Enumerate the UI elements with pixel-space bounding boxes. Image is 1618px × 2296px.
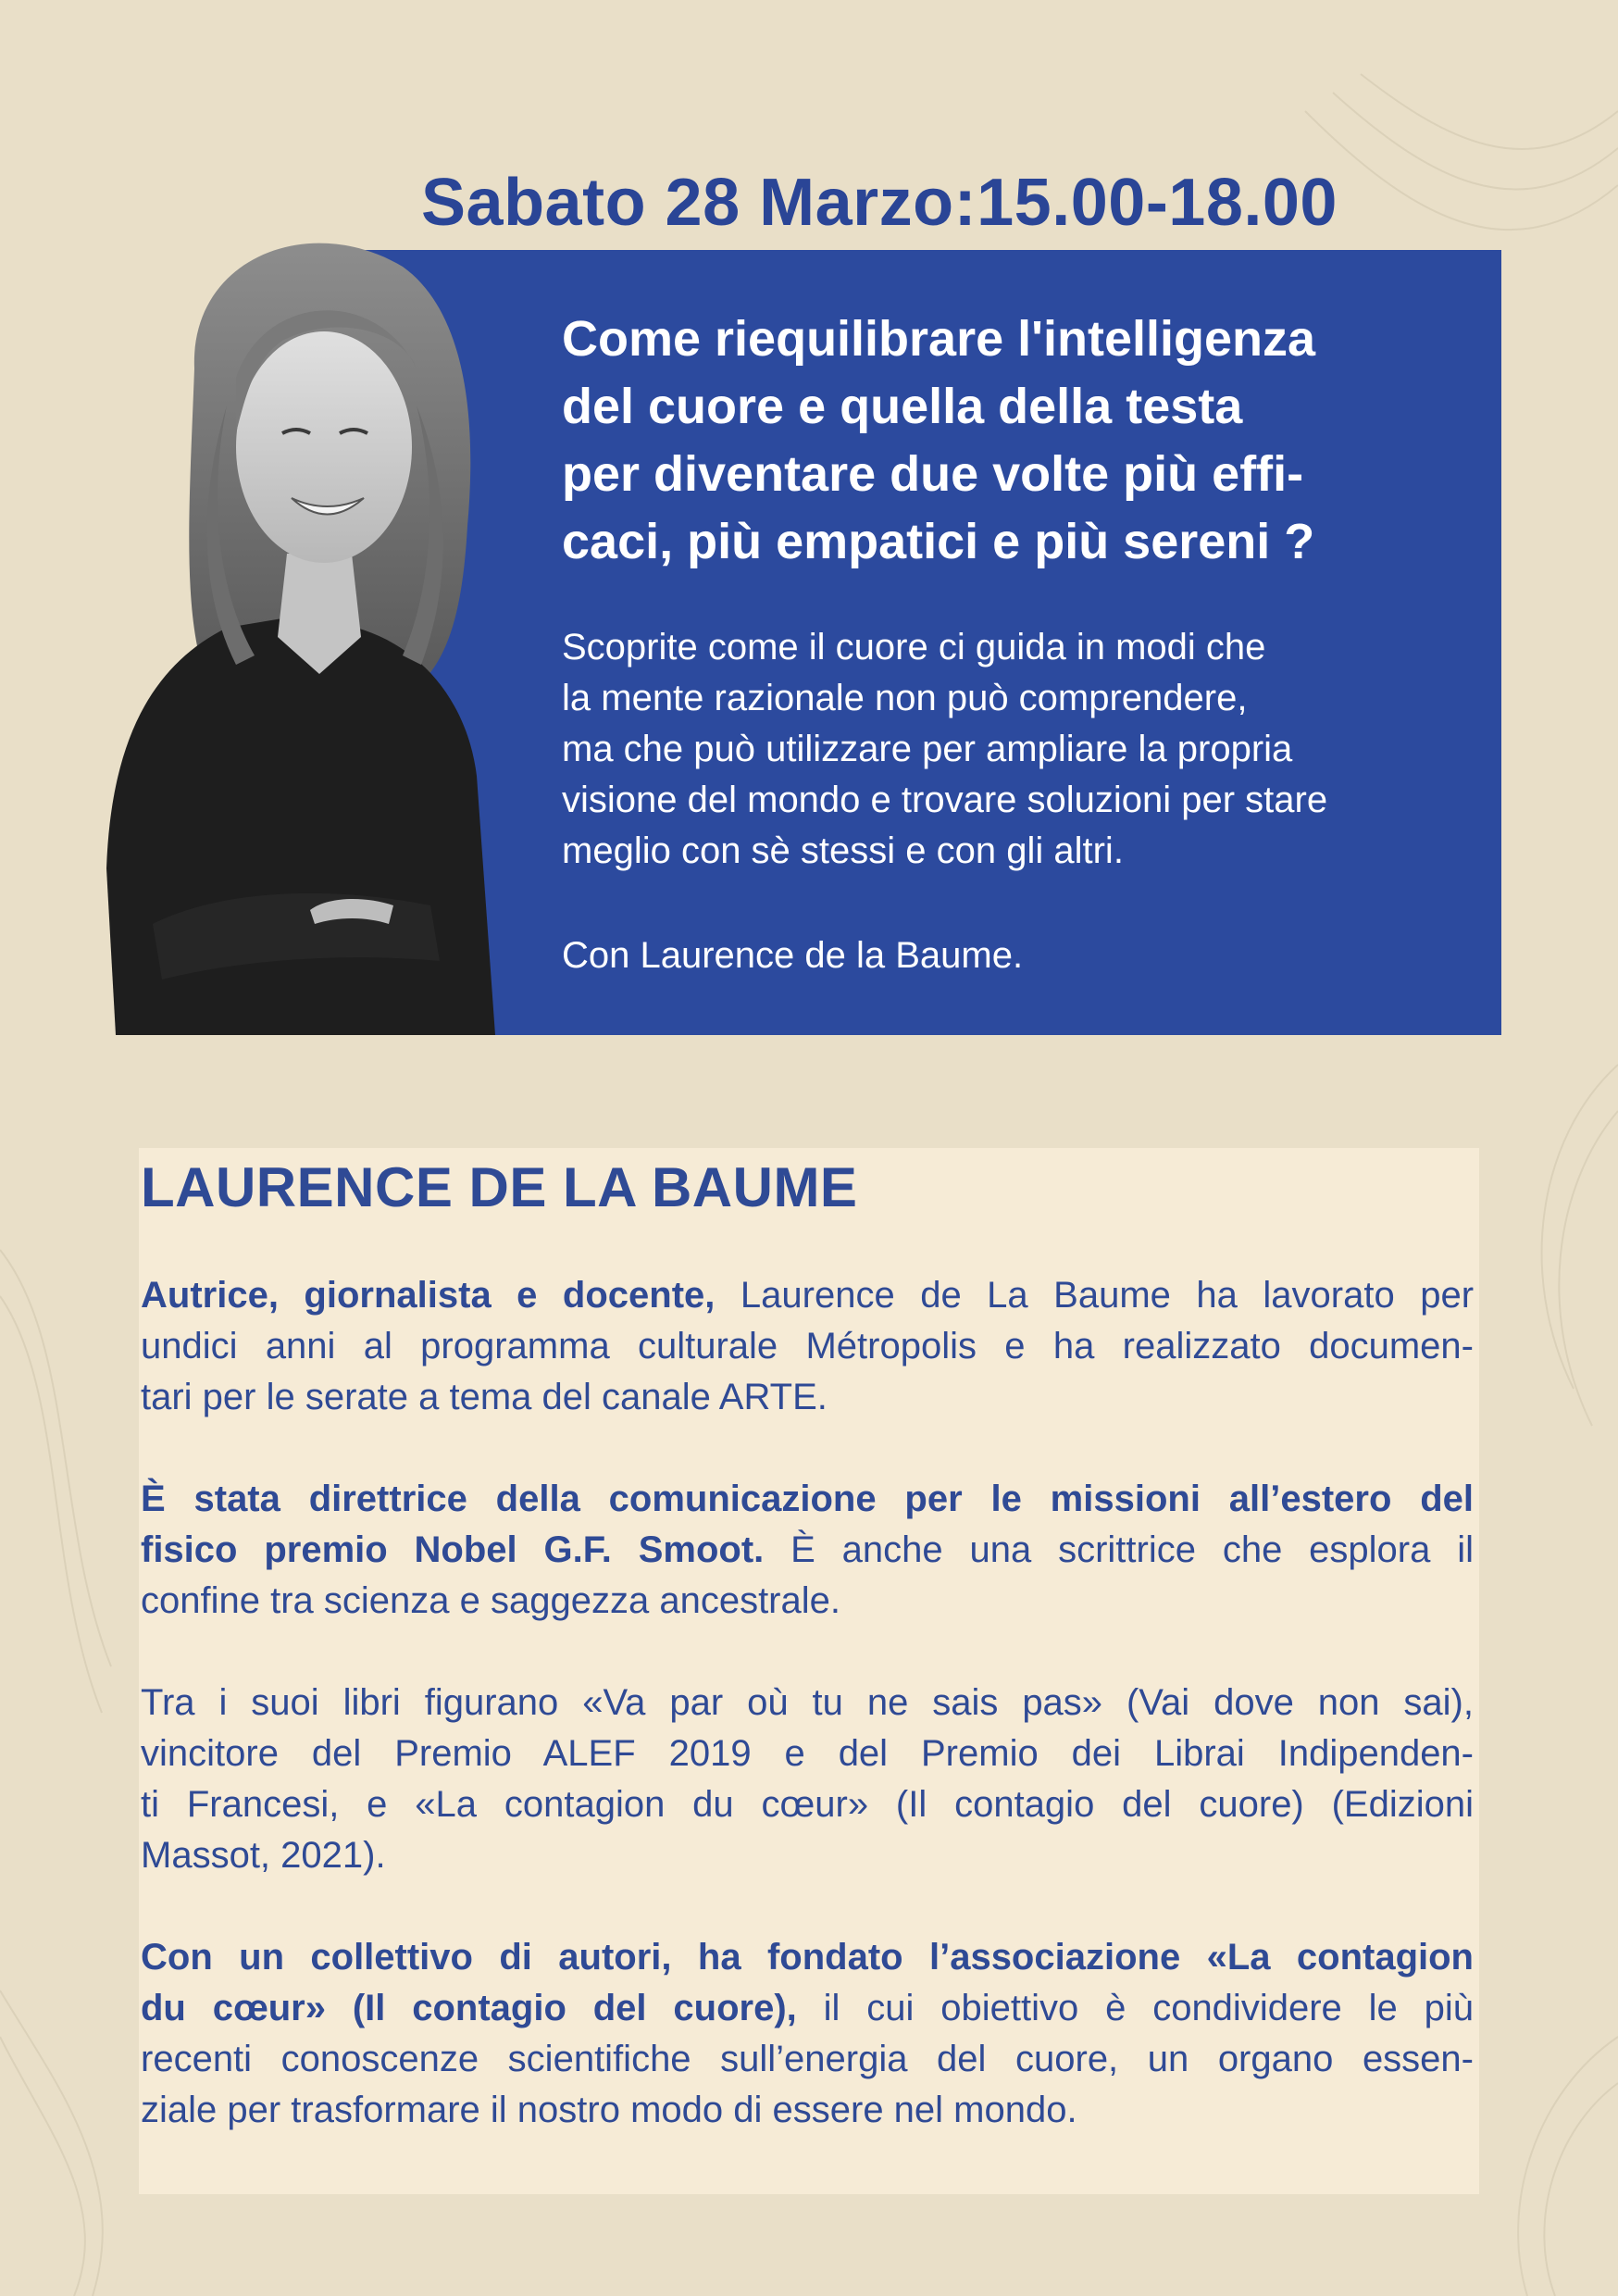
- biography-text: ziale per trasformare il nostro modo di essere nel mondo.: [141, 2090, 1077, 2130]
- biography-paragraph: [141, 1678, 1474, 1881]
- biography-bold-text: fisico premio Nobel G.F. Smoot.: [141, 1529, 765, 1570]
- biography-text: vincitore del Premio ALEF 2019 e del Premio dei Librai Indipenden-: [141, 1733, 1474, 1774]
- event-description-line: ma che può utilizzare per ampliare la propria: [562, 729, 1293, 769]
- biography-text: il cui obiettivo è condividere le più: [796, 1988, 1474, 2028]
- biography-text: Massot, 2021).: [141, 1835, 386, 1876]
- biography-text: recenti conoscenze scientifiche sull’energia del cuore, un organo essen-: [141, 2039, 1474, 2079]
- event-description-line: la mente razionale non può comprendere,: [562, 678, 1248, 718]
- biography-paragraph: [141, 1270, 1474, 1423]
- event-description-line: Scoprite come il cuore ci guida in modi che: [562, 627, 1266, 668]
- event-description-line: meglio con sè stessi e con gli altri.: [562, 830, 1124, 871]
- speaker-portrait-photo: [97, 220, 532, 1035]
- biography-bold-text: Autrice, giornalista e docente,: [141, 1275, 716, 1316]
- event-title: [562, 306, 1478, 576]
- biography-bold-text: È stata direttrice della comunicazione per le missioni all’estero del: [141, 1479, 1474, 1519]
- biography-text: È anche una scrittrice che esplora il: [764, 1529, 1474, 1570]
- event-description-line: visione del mondo e trovare soluzioni per stare: [562, 780, 1328, 820]
- biography-text: tari per le serate a tema del canale ARTE.: [141, 1377, 828, 1417]
- biography-text: undici anni al programma culturale Métropolis e ha realizzato documen-: [141, 1326, 1474, 1366]
- biography-text: Tra i suoi libri figurano «Va par où tu ne sais pas» (Vai dove non sai),: [141, 1682, 1474, 1723]
- biography-paragraph: [141, 1474, 1474, 1627]
- event-title-line: per diventare due volte più effi-: [562, 446, 1304, 502]
- biography-paragraph: [141, 1932, 1474, 2136]
- biography-text: confine tra scienza e saggezza ancestrale.: [141, 1580, 840, 1621]
- biography-bold-text: Con un collettivo di autori, ha fondato l’associazione «La contagion: [141, 1937, 1474, 1978]
- biography-text: ti Francesi, e «La contagion du cœur» (Il contagio del cuore) (Edizioni: [141, 1784, 1474, 1825]
- event-date-time: Sabato 28 Marzo:15.00-18.00: [421, 166, 1338, 240]
- event-title-line: Come riequilibrare l'intelligenza: [562, 311, 1316, 367]
- biography-text: Laurence de La Baume ha lavorato per: [715, 1275, 1475, 1316]
- event-speaker: Con Laurence de la Baume.: [562, 935, 1024, 976]
- biography-bold-text: du cœur» (Il contagio del cuore),: [141, 1988, 797, 2028]
- biography-heading: LAURENCE DE LA BAUME: [141, 1156, 858, 1218]
- event-title-line: del cuore e quella della testa: [562, 379, 1243, 434]
- event-description: [562, 622, 1478, 877]
- event-title-line: caci, più empatici e più sereni ?: [562, 514, 1315, 569]
- biography-panel: [139, 1148, 1479, 2194]
